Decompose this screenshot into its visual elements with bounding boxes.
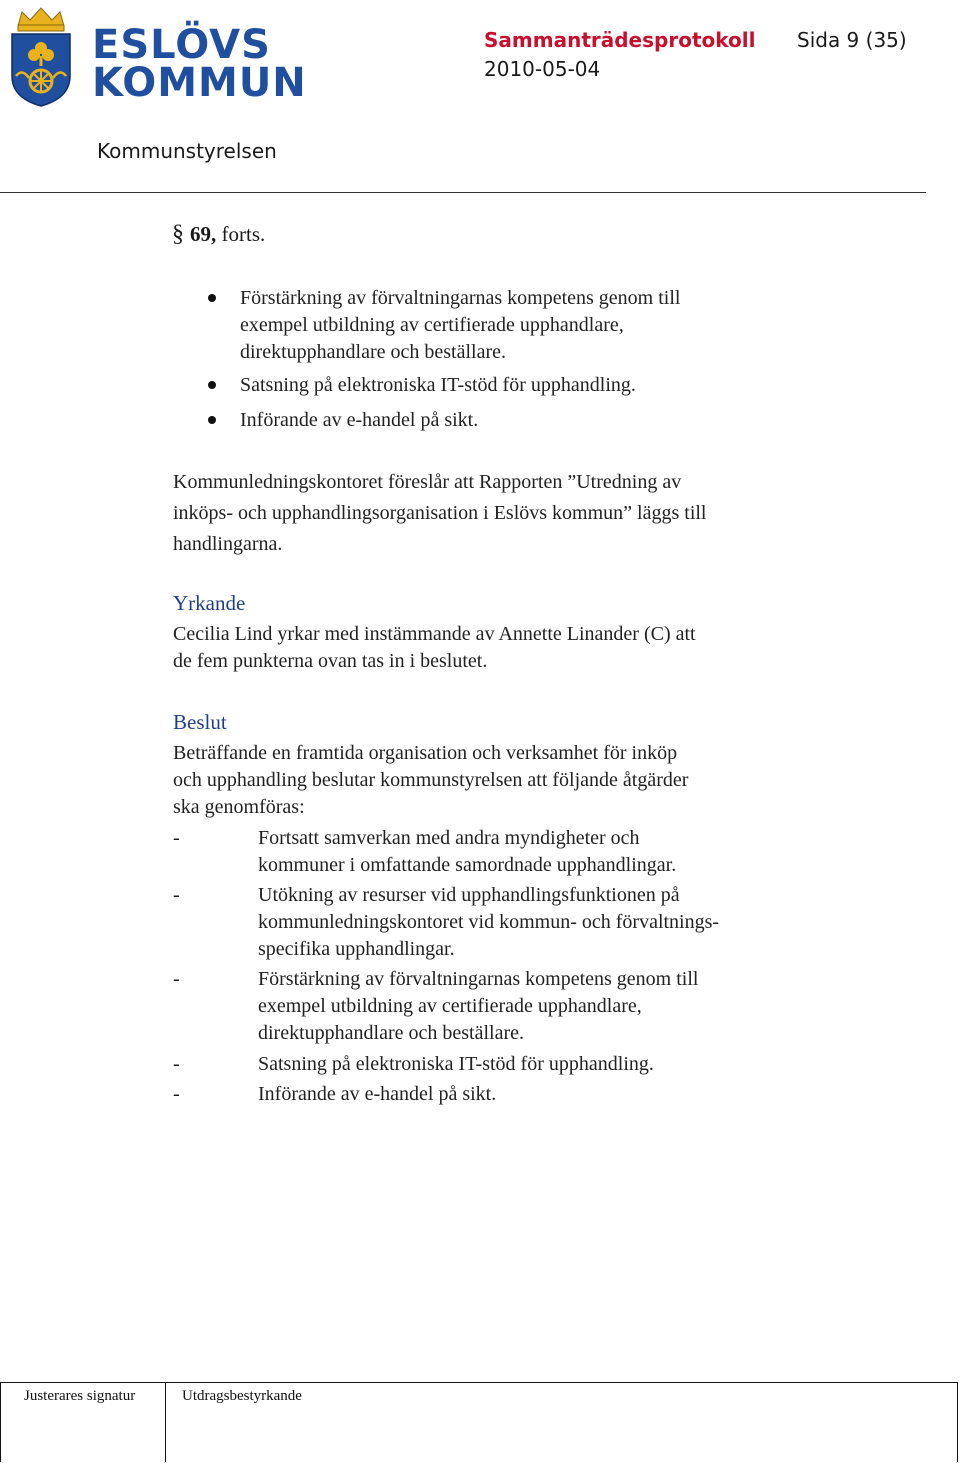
paragraph-line: ska genomföras: — [173, 796, 305, 818]
paragraph-line: och upphandling beslutar kommunstyrelsen att följande åtgärder — [173, 769, 689, 791]
decision-item — [258, 825, 818, 879]
decision-item — [258, 1051, 818, 1078]
yrkande-heading: Yrkande — [173, 591, 246, 615]
item-line: specifika upphandlingar. — [258, 938, 455, 960]
dash-marker: - — [173, 1053, 180, 1075]
bullet-icon — [208, 416, 216, 424]
proposal-paragraph — [173, 467, 707, 560]
bullet-line: direktupphandlare och beställare. — [240, 341, 506, 363]
item-line: Införande av e-handel på sikt. — [258, 1083, 497, 1105]
dash-marker: - — [173, 884, 180, 906]
section-suffix: forts. — [221, 222, 266, 246]
footer-divider — [0, 1382, 958, 1383]
document-title: Sammanträdesprotokoll — [484, 28, 756, 52]
item-line: kommuner i omfattande samordnade upphandlingar. — [258, 854, 677, 876]
decision-item — [258, 882, 818, 963]
bullet-line: Satsning på elektroniska IT-stöd för upphandling. — [240, 374, 636, 396]
item-line: exempel utbildning av certifierade upphandlare, — [258, 995, 642, 1017]
item-line: Fortsatt samverkan med andra myndigheter och — [258, 827, 640, 849]
org-name-line2: KOMMUN — [92, 60, 307, 106]
paragraph-line: inköps- och upphandlingsorganisation i Eslövs kommun” läggs till — [173, 502, 707, 524]
meeting-date: 2010-05-04 — [484, 57, 601, 81]
dash-marker: - — [173, 968, 180, 990]
section-symbol: § — [172, 221, 184, 247]
bullet-icon — [208, 294, 216, 302]
dash-marker: - — [173, 827, 180, 849]
item-line: Satsning på elektroniska IT-stöd för upphandling. — [258, 1053, 654, 1075]
section-heading — [172, 221, 265, 248]
header-divider — [0, 192, 926, 193]
item-line: Förstärkning av förvaltningarnas kompetens genom till — [258, 968, 699, 990]
department-name: Kommunstyrelsen — [97, 139, 277, 163]
bullet-item — [240, 372, 800, 399]
municipality-crest-icon — [8, 6, 74, 108]
paragraph-line: handlingarna. — [173, 533, 283, 555]
paragraph-line: Beträffande en framtida organisation och verksamhet för inköp — [173, 742, 678, 764]
beslut-heading: Beslut — [173, 710, 227, 734]
bullet-line: exempel utbildning av certifierade upphandlare, — [240, 314, 624, 336]
item-line: Utökning av resurser vid upphandlingsfunktionen på — [258, 884, 680, 906]
paragraph-line: de fem punkterna ovan tas in i beslutet. — [173, 650, 488, 672]
paragraph-line: Cecilia Lind yrkar med instämmande av Annette Linander (C) att — [173, 623, 696, 645]
bullet-line: Förstärkning av förvaltningarnas kompetens genom till — [240, 287, 681, 309]
footer-cell-border — [165, 1382, 166, 1462]
beslut-paragraph — [173, 740, 688, 821]
bullet-item — [240, 285, 800, 366]
yrkande-paragraph — [173, 621, 696, 675]
bullet-item — [240, 407, 800, 434]
item-line: kommunledningskontoret vid kommun- och förvaltnings- — [258, 911, 720, 933]
decision-item — [258, 1081, 818, 1108]
dash-marker: - — [173, 1083, 180, 1105]
paragraph-line: Kommunledningskontoret föreslår att Rapporten ”Utredning av — [173, 471, 682, 493]
org-logo-text — [92, 22, 307, 106]
bullet-icon — [208, 381, 216, 389]
footer-cell-border — [957, 1382, 958, 1462]
org-name-line1: ESLÖVS — [92, 22, 271, 68]
signature-label: Justerares signatur — [24, 1388, 136, 1404]
footer-cell-border — [0, 1382, 1, 1462]
bullet-line: Införande av e-handel på sikt. — [240, 409, 479, 431]
item-line: direktupphandlare och beställare. — [258, 1022, 524, 1044]
decision-item — [258, 966, 818, 1047]
section-number: 69, — [190, 222, 217, 246]
extract-label: Utdragsbestyrkande — [182, 1388, 302, 1404]
page-number: Sida 9 (35) — [797, 28, 907, 52]
